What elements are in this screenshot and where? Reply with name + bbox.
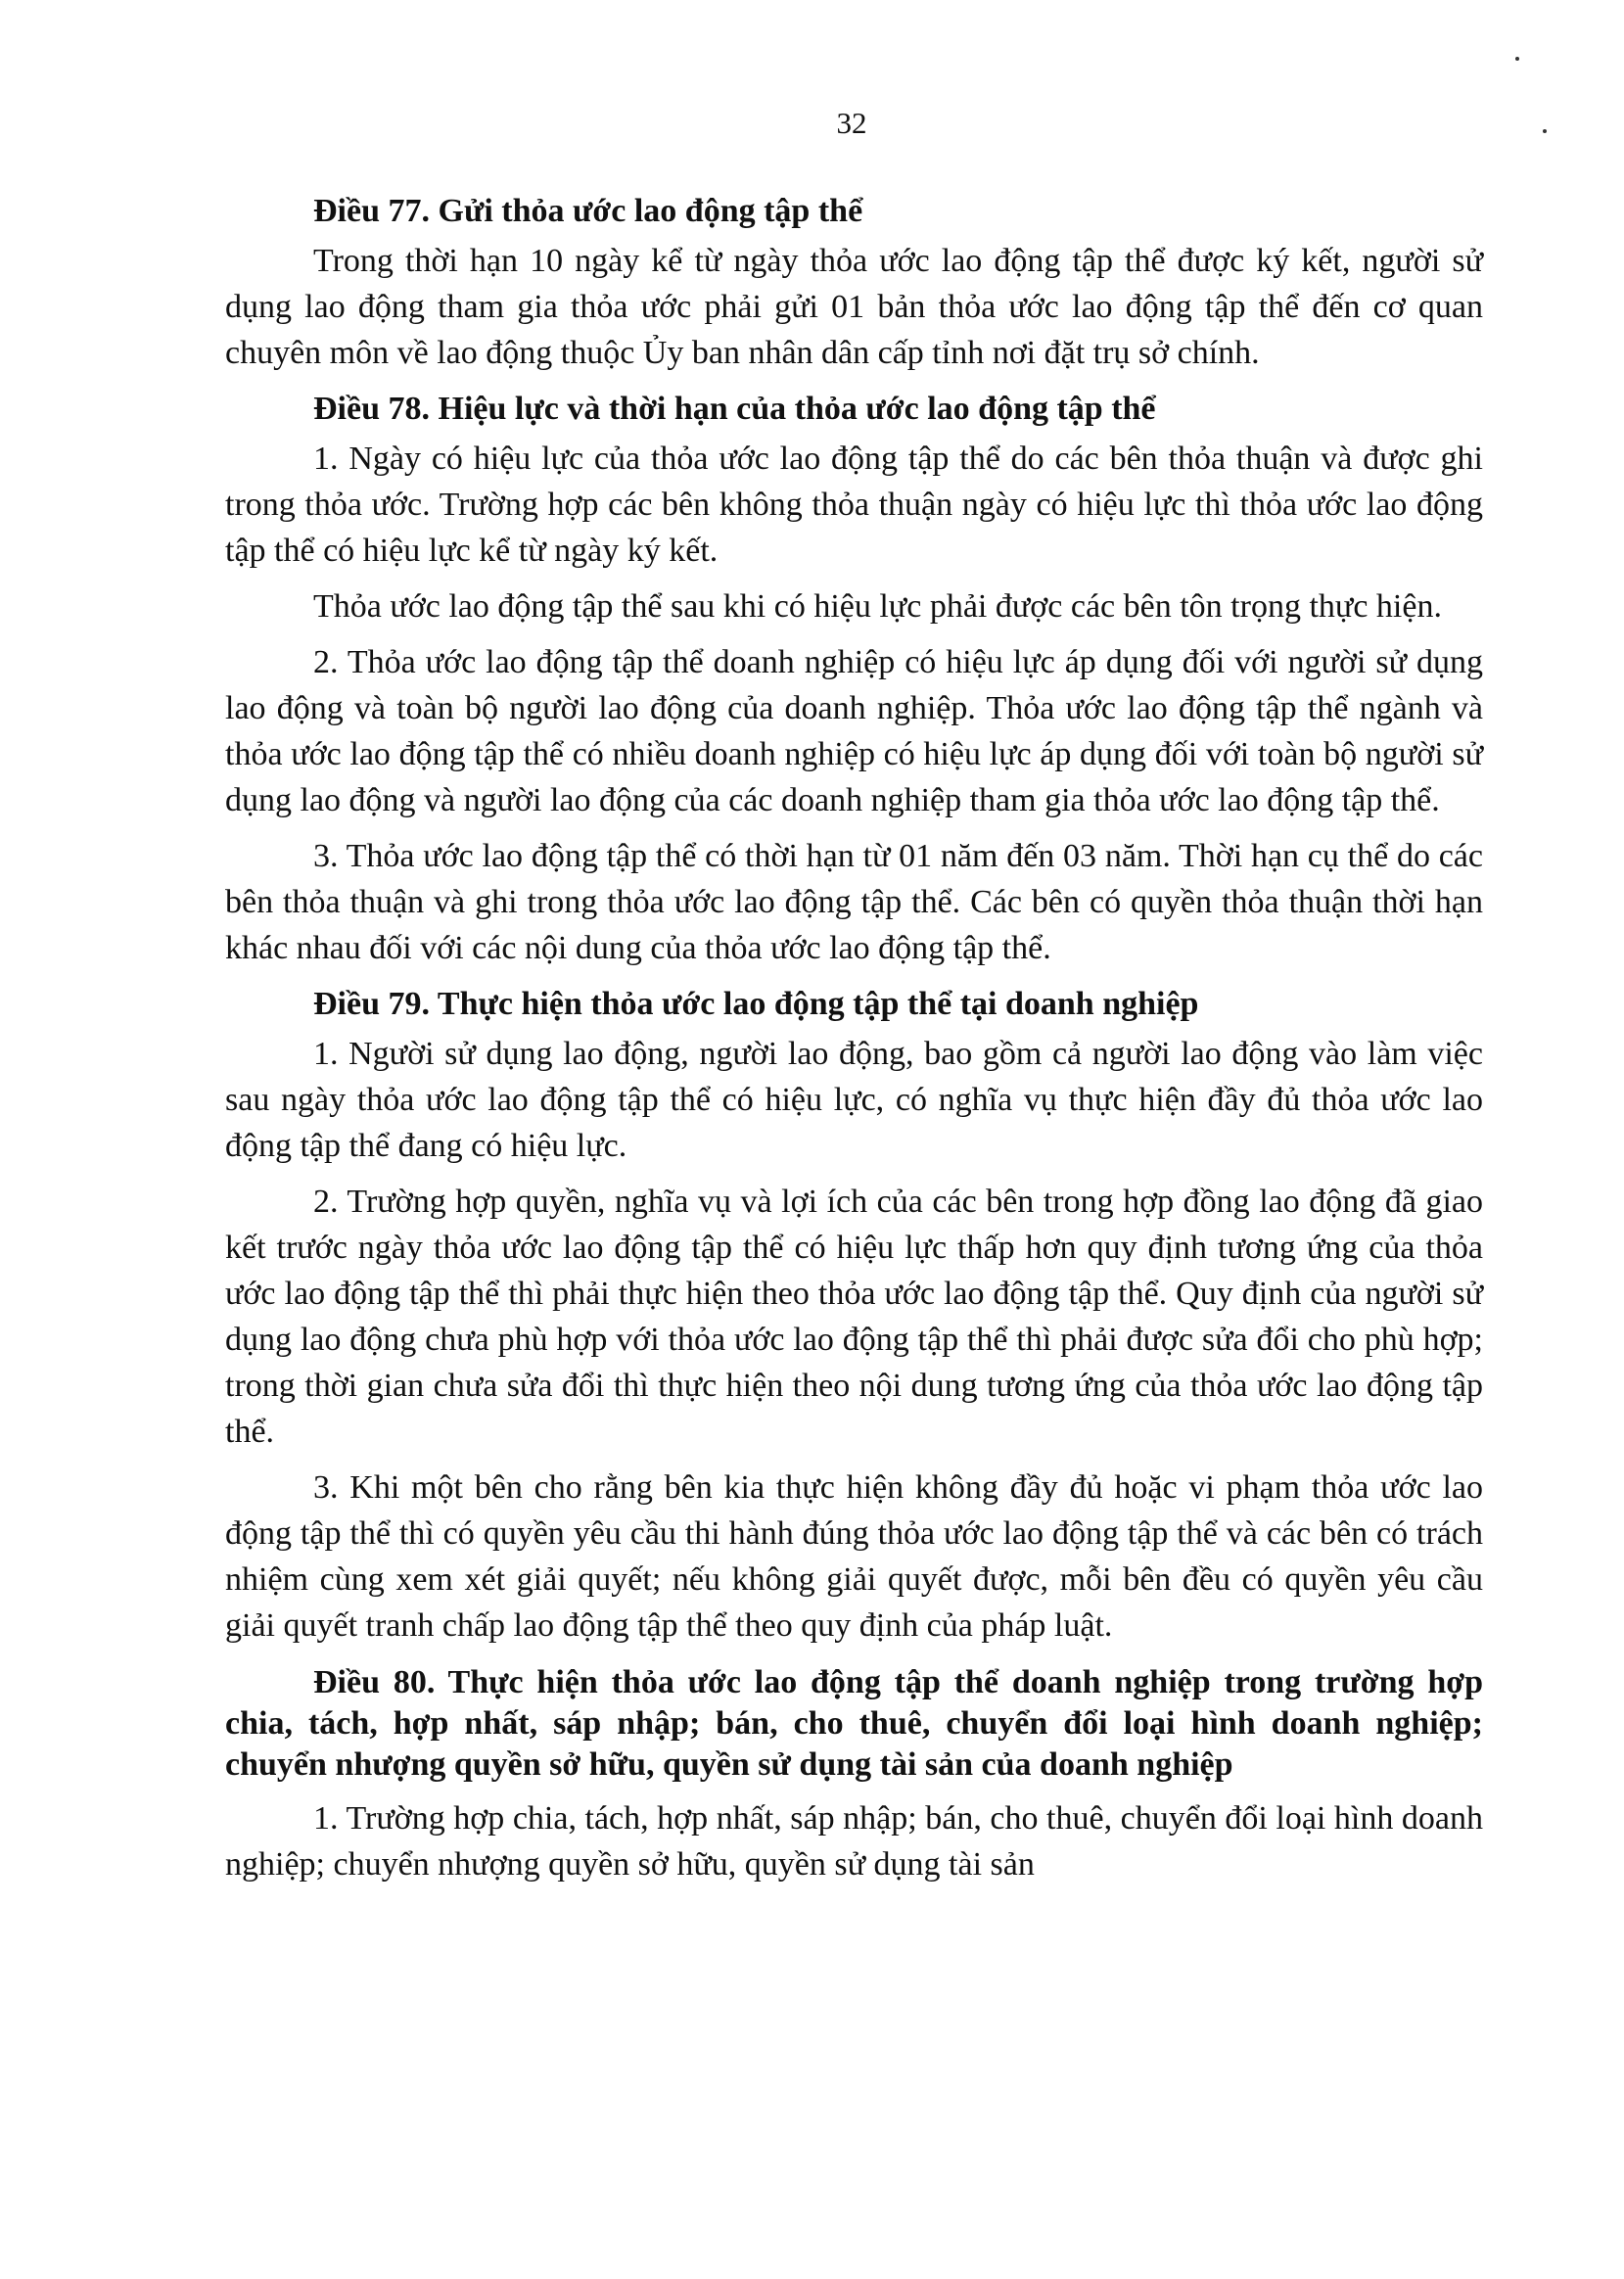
- article-title: Điều 80. Thực hiện thỏa ước lao động tập thể doanh nghiệp trong trường hợp chia, tách, hợp nhất, sáp nhập; bán, cho thuê, chuyển đổi loại hình doanh nghiệp; chuyển nhượng quyền sở hữu, quyền sử dụng tài sản của doanh nghiệp: [225, 1664, 1483, 1783]
- article-paragraph: Trong thời hạn 10 ngày kể từ ngày thỏa ước lao động tập thể được ký kết, người sử dụng lao động tham gia thỏa ước phải gửi 01 bản thỏa ước lao động tập thể đến cơ quan chuyên môn về lao động thuộc Ủy ban nhân dân cấp tỉnh nơi đặt trụ sở chính.: [225, 243, 1483, 371]
- scan-speck: [1515, 57, 1519, 61]
- article-77: [225, 188, 1483, 376]
- article-79: [225, 981, 1483, 1649]
- article-80: [225, 1662, 1483, 1887]
- article-paragraph: 3. Thỏa ước lao động tập thể có thời hạn từ 01 năm đến 03 năm. Thời hạn cụ thể do các bên thỏa thuận và ghi trong thỏa ước lao động tập thể. Các bên có quyền thỏa thuận thời hạn khác nhau đối với các nội dung của thỏa ước lao động tập thể.: [225, 838, 1483, 966]
- page-number: 32: [836, 106, 867, 140]
- article-title: Điều 78. Hiệu lực và thời hạn của thỏa ước lao động tập thể: [313, 391, 1156, 427]
- article-paragraph: 2. Trường hợp quyền, nghĩa vụ và lợi ích của các bên trong hợp đồng lao động đã giao kết trước ngày thỏa ước lao động tập thể có hiệu lực thấp hơn quy định tương ứng của thỏa ước lao động tập thể thì phải thực hiện theo thỏa ước lao động tập thể. Quy định của người sử dụng lao động chưa phù hợp với thỏa ước lao động tập thể thì phải được sửa đổi cho phù hợp; trong thời gian chưa sửa đổi thì thực hiện theo nội dung tương ứng của thỏa ước lao động tập thể.: [225, 1184, 1483, 1450]
- article-paragraph: 2. Thỏa ước lao động tập thể doanh nghiệp có hiệu lực áp dụng đối với người sử dụng lao động và toàn bộ người lao động của doanh nghiệp. Thỏa ước lao động tập thể ngành và thỏa ước lao động tập thể có nhiều doanh nghiệp có hiệu lực áp dụng đối với toàn bộ người sử dụng lao động và người lao động của các doanh nghiệp tham gia thỏa ước lao động tập thể.: [225, 644, 1483, 818]
- article-paragraph: 1. Trường hợp chia, tách, hợp nhất, sáp nhập; bán, cho thuê, chuyển đổi loại hình doanh nghiệp; chuyển nhượng quyền sở hữu, quyền sử dụng tài sản: [225, 1800, 1483, 1883]
- article-title: Điều 77. Gửi thỏa ước lao động tập thể: [313, 193, 863, 229]
- article-paragraph: 1. Ngày có hiệu lực của thỏa ước lao động tập thể do các bên thỏa thuận và được ghi trong thỏa ước. Trường hợp các bên không thỏa thuận ngày có hiệu lực thì thỏa ước lao động tập thể có hiệu lực kể từ ngày ký kết.: [225, 441, 1483, 569]
- document-body: [225, 188, 1483, 1897]
- scan-speck: [1543, 129, 1547, 133]
- article-78: [225, 386, 1483, 971]
- article-paragraph: 3. Khi một bên cho rằng bên kia thực hiện không đầy đủ hoặc vi phạm thỏa ước lao động tập thể thì có quyền yêu cầu thi hành đúng thỏa ước lao động tập thể và các bên có trách nhiệm cùng xem xét giải quyết; nếu không giải quyết được, mỗi bên đều có quyền yêu cầu giải quyết tranh chấp lao động tập thể theo quy định của pháp luật.: [225, 1469, 1483, 1644]
- article-paragraph: Thỏa ước lao động tập thể sau khi có hiệu lực phải được các bên tôn trọng thực hiện.: [313, 588, 1442, 625]
- article-title: Điều 79. Thực hiện thỏa ước lao động tập thể tại doanh nghiệp: [313, 986, 1199, 1022]
- article-paragraph: 1. Người sử dụng lao động, người lao động, bao gồm cả người lao động vào làm việc sau ngày thỏa ước lao động tập thể có hiệu lực, có nghĩa vụ thực hiện đầy đủ thỏa ước lao động tập thể đang có hiệu lực.: [225, 1036, 1483, 1164]
